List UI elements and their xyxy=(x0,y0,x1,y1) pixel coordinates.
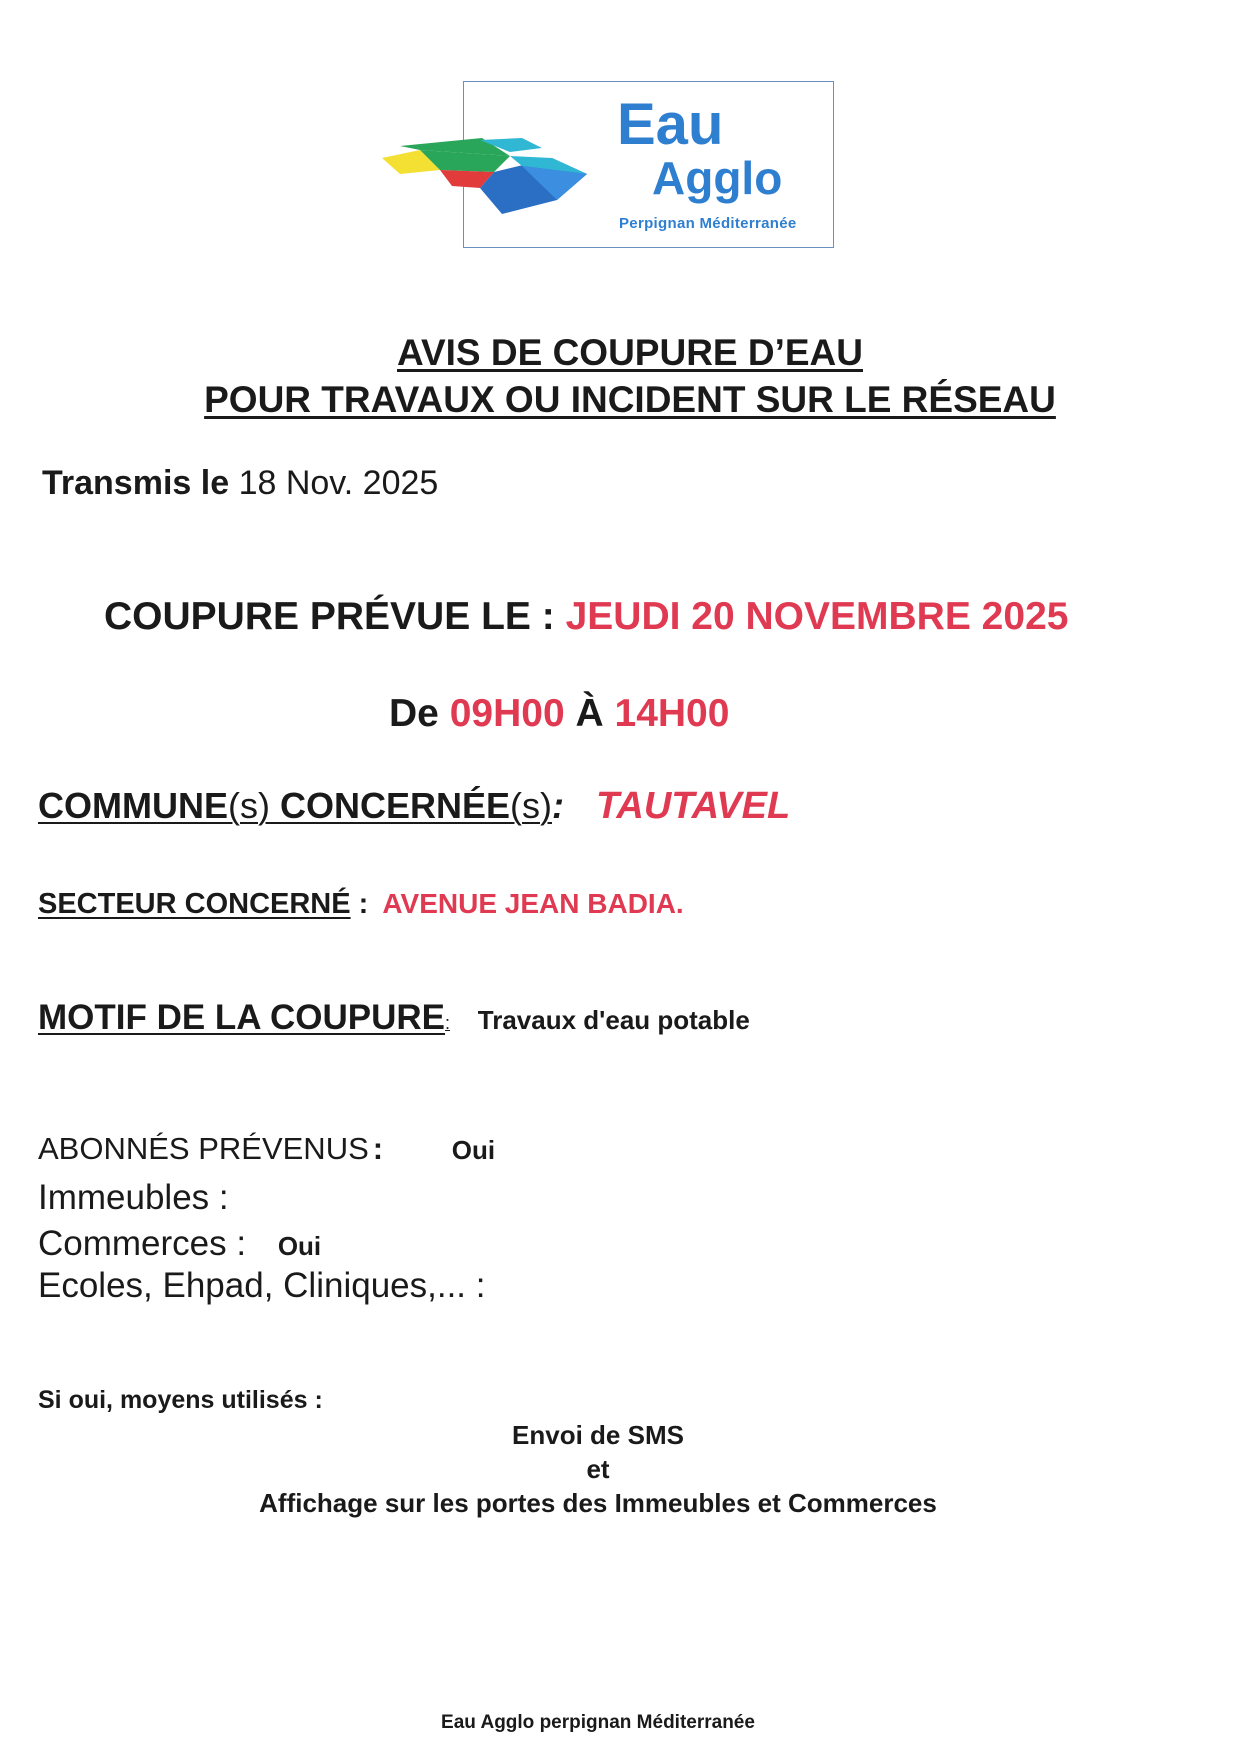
eau-agglo-logo-icon xyxy=(382,134,592,224)
shops-line xyxy=(38,1226,321,1261)
notice-title-line2: POUR TRAVAUX OU INCIDENT SUR LE RÉSEAU xyxy=(204,379,1056,420)
subscribers-colon: : xyxy=(372,1131,384,1166)
time-to-label: À xyxy=(575,692,604,735)
reason-colon: : xyxy=(445,1013,451,1033)
shops-value: Oui xyxy=(277,1231,322,1261)
transmitted-date: 18 Nov. 2025 xyxy=(238,464,439,502)
time-from-label: De xyxy=(389,692,439,735)
buildings-line: Immeubles : xyxy=(38,1178,229,1217)
sector-line xyxy=(38,890,684,919)
time-to: 14H00 xyxy=(614,692,730,735)
logo-text-agglo: Agglo xyxy=(652,152,783,204)
footer-text: Eau Agglo perpignan Méditerranée xyxy=(441,1712,755,1733)
cut-label: COUPURE PRÉVUE LE : xyxy=(104,595,555,638)
subscribers-value: Oui xyxy=(451,1135,496,1165)
subscribers-label: ABONNÉS PRÉVENUS xyxy=(38,1131,369,1166)
shops-label: Commerces : xyxy=(38,1224,247,1263)
reason-line xyxy=(38,1000,750,1035)
transmitted-label: Transmis le xyxy=(42,464,230,502)
commune-line xyxy=(38,787,790,825)
commune-label-part: (s) xyxy=(227,785,270,826)
notice-title-line1: AVIS DE COUPURE D’EAU xyxy=(397,332,863,373)
transmitted-line xyxy=(42,466,438,500)
logo-subtitle: Perpignan Méditerranée xyxy=(619,215,797,232)
means-line-sms: Envoi de SMS xyxy=(512,1420,684,1450)
cut-date-line xyxy=(104,597,1068,636)
time-from: 09H00 xyxy=(449,692,565,735)
reason-value: Travaux d'eau potable xyxy=(477,1005,750,1035)
reason-label: MOTIF DE LA COUPURE xyxy=(38,998,446,1037)
subscribers-line xyxy=(38,1133,495,1164)
logo-text-eau: Eau xyxy=(617,92,724,157)
schools-line: Ecoles, Ehpad, Cliniques,... : xyxy=(38,1266,486,1305)
means-label: Si oui, moyens utilisés : xyxy=(38,1386,323,1414)
commune-label-part: CONCERNÉE xyxy=(269,785,510,826)
sector-label: SECTEUR CONCERNÉ xyxy=(38,888,351,920)
means-line-et: et xyxy=(586,1454,610,1484)
cut-time-line xyxy=(389,694,729,733)
means-line-posting: Affichage sur les portes des Immeubles et Commerces xyxy=(259,1488,937,1518)
cut-date: JEUDI 20 NOVEMBRE 2025 xyxy=(565,595,1069,638)
sector-value: AVENUE JEAN BADIA. xyxy=(382,888,684,919)
sector-colon: : xyxy=(358,888,369,920)
commune-label-part: (s) xyxy=(510,785,552,826)
commune-label xyxy=(38,785,552,826)
commune-colon: : xyxy=(551,785,564,826)
commune-value: TAUTAVEL xyxy=(596,785,791,827)
commune-label-part: COMMUNE xyxy=(38,785,228,826)
